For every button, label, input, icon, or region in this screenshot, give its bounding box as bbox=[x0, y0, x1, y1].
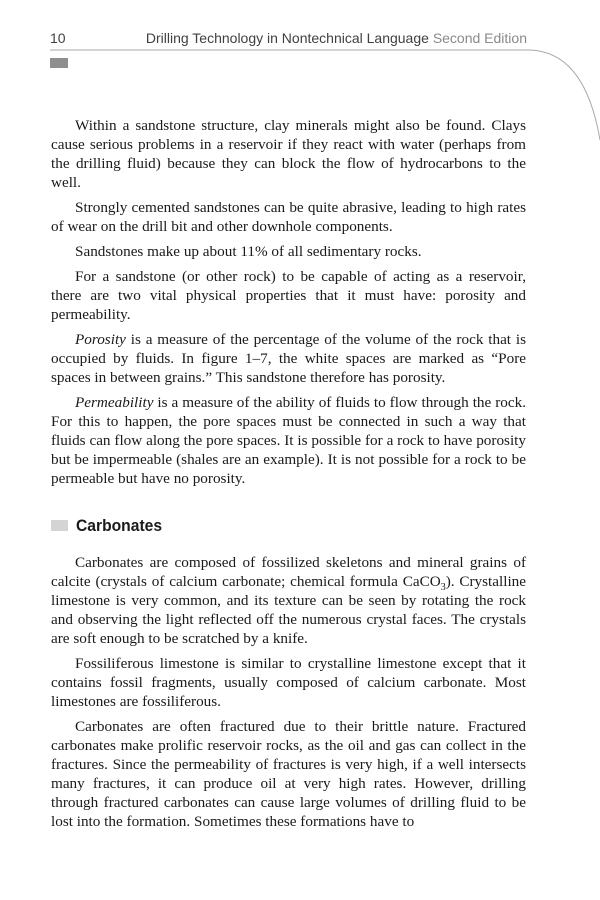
paragraph-porosity: Porosity is a measure of the percentage of the volume of the rock that is occupied by fluids. In figure 1–7, the white spaces are marked as “Pore spaces in between grains.” This sandstone therefore has porosity. bbox=[51, 331, 526, 386]
paragraph: Strongly cemented sandstones can be quite abrasive, leading to high rates of wear on the drill bit and other downhole components. bbox=[51, 199, 526, 235]
page-number: 10 bbox=[50, 30, 66, 46]
paragraph: Within a sandstone structure, clay minerals might also be found. Clays cause serious problems in a reservoir if they react with water (perhaps from the drilling fluid) because they can block the flow of hydrocarbons to the well. bbox=[51, 117, 526, 191]
body-text bbox=[51, 116, 526, 837]
paragraph: For a sandstone (or other rock) to be capable of acting as a reservoir, there are two vital physical properties that it must have: porosity and permeability. bbox=[51, 268, 526, 323]
term-porosity: Porosity bbox=[75, 331, 126, 348]
paragraph: Carbonates are often fractured due to their brittle nature. Fractured carbonates make prolific reservoir rocks, as the oil and gas can collect in the fractures. Since the permeability of fractures is very high, if a well intersects many fractures, it can produce oil at very high rates. However, drilling through fractured carbonates can cause large volumes of drilling fluid to be lost into the formation. Sometimes these formations have to bbox=[51, 718, 526, 830]
paragraph-permeability: Permeability is a measure of the ability of fluids to flow through the rock. For this to happen, the pore spaces must be connected in such a way that fluids can flow along the pore spaces. It is possible for a rock to have porosity but be impermeable (shales are an example). It is not possible for a rock to be permeable but have no porosity. bbox=[51, 394, 526, 487]
book-title: Drilling Technology in Nontechnical Language bbox=[145, 30, 429, 46]
section-title: Carbonates bbox=[76, 516, 163, 535]
subscript: 3 bbox=[440, 582, 446, 594]
paragraph: Sandstones make up about 11% of all sedimentary rocks. bbox=[75, 243, 422, 260]
term-permeability: Permeability bbox=[75, 394, 154, 411]
section-heading bbox=[51, 516, 526, 535]
heading-marker bbox=[51, 520, 68, 531]
edition-label: Second Edition bbox=[432, 30, 527, 46]
paragraph: Fossiliferous limestone is similar to crystalline limestone except that it contains fossil fragments, usually composed of calcium carbonate. Most limestones are fossiliferous. bbox=[51, 655, 526, 710]
paragraph: Carbonates are composed of fossilized skeletons and mineral grains of calcite (crystals of calcium carbonate; chemical formula CaCO$_3$). Crystalline limestone is very common, and its texture can be seen by rotating the rock and observing the light reflected off the numerous crystal faces. The crystals are soft enough to be scratched by a knife. bbox=[51, 554, 527, 647]
